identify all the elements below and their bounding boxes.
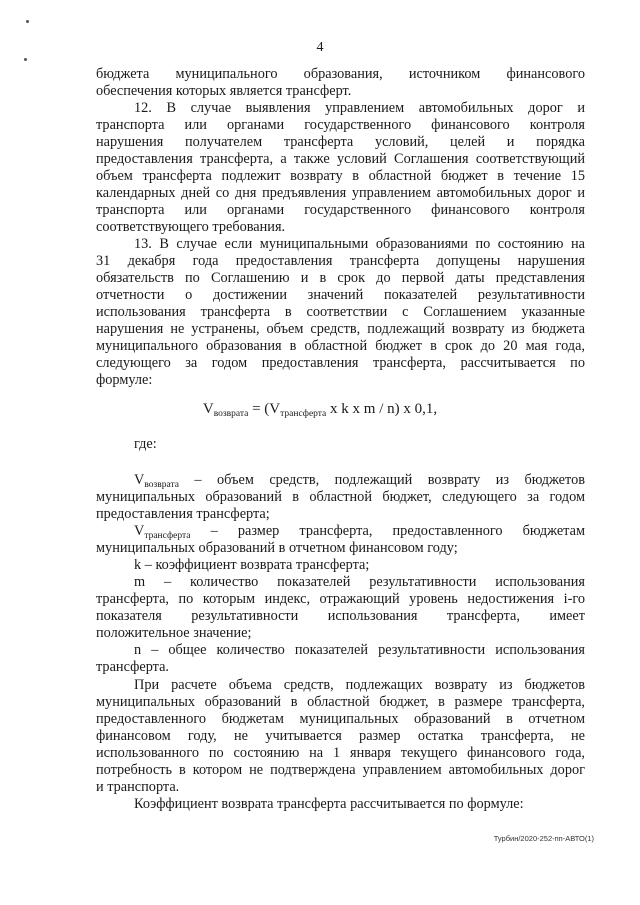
text-line: предоставленного бюджетам муниципальных образований в отчетном	[96, 711, 585, 727]
paragraph-13-first-line: 13. В случае если муниципальными образованиями по состоянию на	[134, 236, 585, 252]
formula-text: x k x m / n) x 0,1,	[326, 401, 438, 417]
text-line: предоставления трансферта;	[96, 506, 270, 522]
text-line: объем трансферта подлежит возврату в областной бюджет в течение 15	[96, 168, 585, 184]
formula-symbol: V	[202, 401, 214, 417]
text-line: трансферта.	[96, 659, 169, 675]
text-line: предоставления трансферта, а также условий Соглашения соответствующий	[96, 151, 585, 167]
formula-subscript: трансферта	[280, 409, 327, 419]
text-line: муниципальных образований в областной бюджет, в размере трансферта,	[96, 694, 585, 710]
text-line: формуле:	[96, 372, 153, 388]
text-line: использования трансферта в соответствии с Соглашением указанные	[96, 304, 585, 320]
formula-text: = (V	[248, 401, 281, 417]
text-line: трансферта, по которым индекс, отражающий уровень недостижения i-го	[96, 591, 585, 607]
scan-speck	[26, 20, 29, 23]
text-line: обязательств по Соглашению и в срок до первой даты представления	[96, 270, 585, 286]
text-line: транспорта или органами государственного финансового контроля	[96, 117, 585, 133]
definition-text: – размер трансферта, предоставленного бюджетам	[190, 523, 585, 539]
text-line: использованного по состоянию на 1 января текущего финансового года,	[96, 745, 585, 761]
text-line: соответствующего требования.	[96, 219, 286, 235]
text-line: показателя результативности использования трансферта, имеет	[96, 608, 585, 624]
text-line: потребность в котором не подтверждена управлением автомобильных дорог	[96, 762, 585, 778]
definition-text: – объем средств, подлежащий возврату из бюджетов	[178, 472, 585, 488]
symbol: V	[134, 472, 145, 488]
text-line: муниципального образования в областной бюджет в срок до 20 мая года,	[96, 338, 585, 354]
text-line: календарных дней со дня предъявления управлением автомобильных дорог и	[96, 185, 585, 201]
text-line: муниципальных образований в отчетном финансовом году;	[96, 540, 458, 556]
definition-v-return	[134, 472, 585, 489]
definition-k: k – коэффициент возврата трансферта;	[134, 557, 370, 573]
where-label: где:	[134, 436, 157, 452]
definition-n: n – общее количество показателей результативности использования	[134, 642, 585, 658]
paragraph-12-first-line: 12. В случае выявления управлением автомобильных дорог и	[134, 100, 585, 116]
return-formula	[0, 400, 640, 420]
text-line: нарушения получателем трансферта условий, целей и порядка	[96, 134, 585, 150]
calc-paragraph-first-line: При расчете объема средств, подлежащих возврату из бюджетов	[134, 677, 585, 693]
text-line: транспорта или органами государственного финансового контроля	[96, 202, 585, 218]
symbol-subscript: возврата	[144, 480, 179, 490]
symbol: V	[134, 523, 145, 539]
page-number: 4	[316, 40, 324, 55]
text-line: обеспечения которых является трансферт.	[96, 83, 352, 99]
text-line: следующего за годом предоставления трансферта, рассчитывается по	[96, 355, 585, 371]
document-footer-code: Турбин/2020-252-пп-АВТО(1)	[493, 834, 594, 843]
coefficient-intro: Коэффициент возврата трансферта рассчитывается по формуле:	[134, 796, 524, 812]
text-line: отчетности о достижении значений показателей результативности	[96, 287, 585, 303]
text-line: 31 декабря года предоставления трансферта допущены нарушения	[96, 253, 585, 269]
text-line: бюджета муниципального образования, источником финансового	[96, 66, 585, 82]
text-line: положительное значение;	[96, 625, 252, 641]
scan-speck	[24, 58, 27, 61]
definition-m: m – количество показателей результативности использования	[134, 574, 585, 590]
symbol-subscript: трансферта	[144, 531, 191, 541]
text-line: муниципальных образований в областной бюджет, следующего за годом	[96, 489, 585, 505]
definition-v-transfer	[134, 523, 585, 540]
formula-subscript: возврата	[213, 409, 249, 419]
text-line: финансовом году, не учитывается размер остатка трансферта, не	[96, 728, 585, 744]
text-line: и транспорта.	[96, 779, 180, 795]
text-line: нарушения не устранены, объем средств, подлежащий возврату из бюджета	[96, 321, 585, 337]
